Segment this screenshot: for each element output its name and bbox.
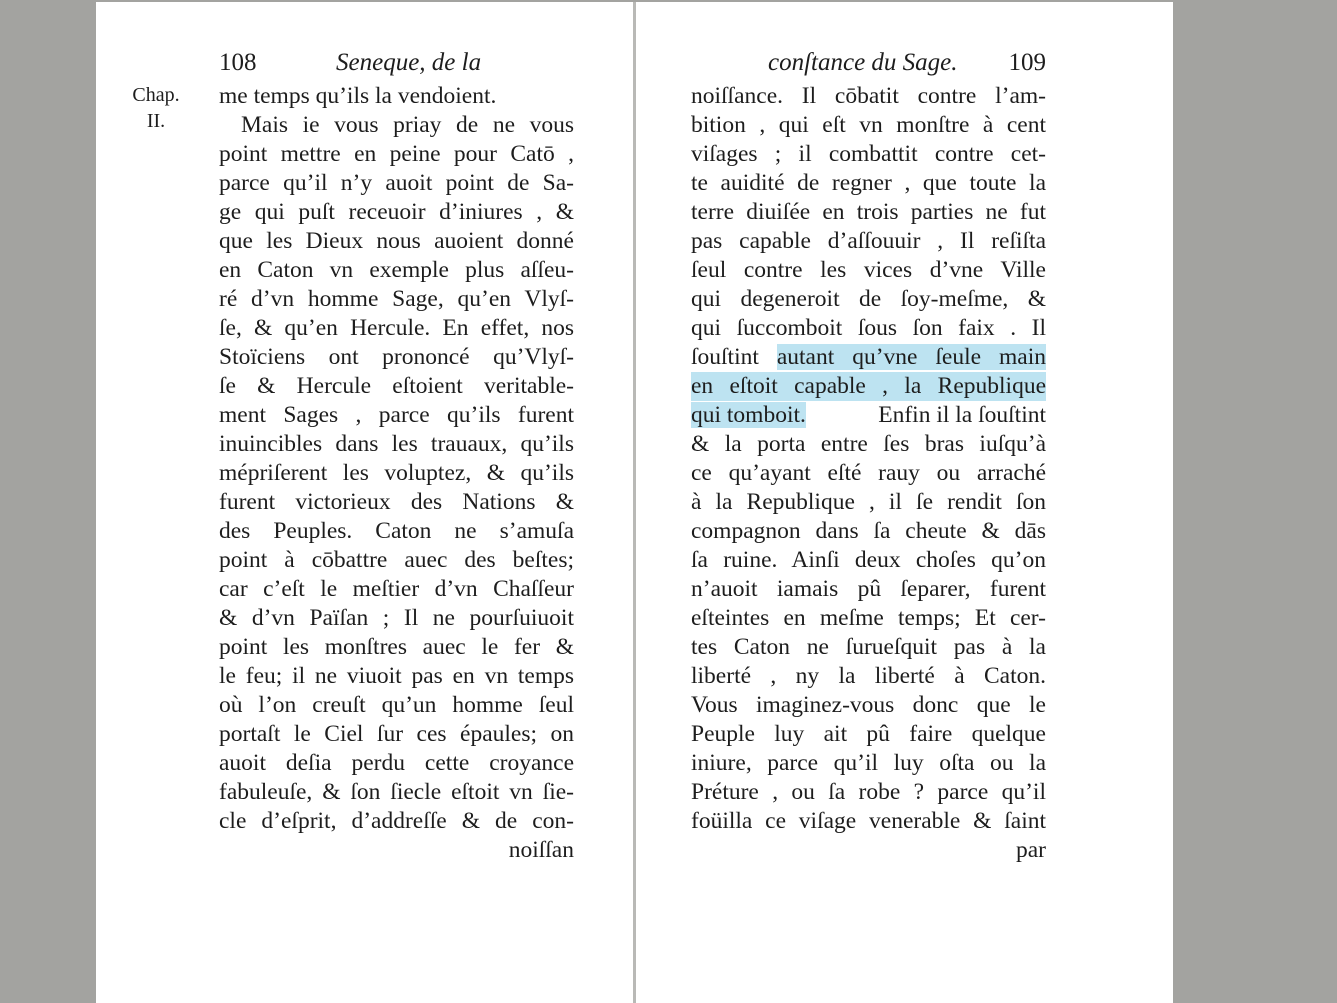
left-page <box>96 2 633 1003</box>
running-head-left: Seneque, de la <box>336 49 482 76</box>
text-line: inuincibles dans les trauaux, qu’ils <box>219 431 574 457</box>
text-line: qui degeneroit de ſoy-meſme, & <box>691 286 1046 312</box>
right-page-header <box>691 46 1046 80</box>
margin-note-number: II. <box>146 110 166 132</box>
line-suffix-text: Enfin il la ſouſtint <box>878 402 1046 428</box>
text-line: à la Republique , il ſe rendit ſon <box>691 489 1046 515</box>
text-line: parce qu’il n’y auoit point de Sa- <box>219 170 574 196</box>
catchword-right: par <box>1015 837 1046 863</box>
text-line: ré d’vn homme Sage, qu’en Vlyſ- <box>219 286 574 312</box>
text-line: foüilla ce viſage venerable & ſaint <box>691 808 1046 834</box>
text-line: tes Caton ne ſurueſquit pas à la <box>691 634 1046 660</box>
text-line: portaſt le Ciel ſur ces épaules; on <box>219 721 574 747</box>
catchword-left: noiſſan <box>508 837 574 863</box>
text-line: car c’eſt le meſtier d’vn Chaſſeur <box>219 576 574 602</box>
page-number-left: 108 <box>219 49 257 76</box>
text-line: me temps qu’ils la vendoient. <box>219 83 497 109</box>
left-page-header <box>219 46 574 80</box>
text-line: qui ſuccomboit ſous ſon faix . Il <box>691 315 1046 341</box>
text-line: mépriſerent les voluptez, & qu’ils <box>219 460 574 486</box>
text-line: eſteintes en meſme temps; Et cer- <box>691 605 1046 631</box>
text-line: cle d’eſprit, d’addreſſe & de con- <box>219 808 574 834</box>
text-line: en Caton vn exemple plus aſſeu- <box>219 257 574 283</box>
text-line: ge qui puſt receuoir d’iniures , & <box>219 199 574 225</box>
text-line: iniure, parce qu’il luy oſta ou la <box>691 750 1046 776</box>
text-line: auoit deſia perdu cette croyance <box>219 750 574 776</box>
right-page <box>636 2 1173 1003</box>
text-line: Vous imaginez-vous donc que le <box>691 692 1046 718</box>
text-line: Peuple luy ait pû faire quelque <box>691 721 1046 747</box>
text-line: le feu; il ne viuoit pas en vn temps <box>219 663 574 689</box>
text-line: Mais ie vous priay de ne vous <box>241 112 574 138</box>
text-line: Préture , ou ſa robe ? parce qu’il <box>691 779 1046 805</box>
text-line: ſeul contre les vices d’vne Ville <box>691 257 1046 283</box>
right-page-text <box>691 82 1046 865</box>
text-line: furent victorieux des Nations & <box>219 489 574 515</box>
margin-note-chap: Chap. <box>132 84 180 106</box>
text-line: noiſſance. Il cōbatit contre l’am- <box>691 83 1046 109</box>
text-line: pas capable d’aſſouuir , Il reſiſta <box>691 228 1046 254</box>
text-line: bition , qui eſt vn monſtre à cent <box>691 112 1046 138</box>
text-line: n’auoit iamais pû ſeparer, furent <box>691 576 1046 602</box>
text-line: terre diuiſée en trois parties ne fut <box>691 199 1046 225</box>
running-head-right: conſtance du Sage. <box>768 49 958 76</box>
text-line: ſe, & qu’en Hercule. En effet, nos <box>219 315 574 341</box>
page-number-right: 109 <box>1008 49 1046 76</box>
text-line: fabuleuſe, & ſon ſiecle eſtoit vn ſie- <box>219 779 574 805</box>
chapter-margin-note <box>126 82 186 134</box>
text-selection-highlight[interactable]: qui tomboit. <box>691 402 806 428</box>
text-line: ſe & Hercule eſtoient veritable- <box>219 373 574 399</box>
text-line: des Peuples. Caton ne s’amuſa <box>219 518 574 544</box>
text-selection-highlight[interactable]: autant qu’vne ſeule main <box>776 344 1046 370</box>
left-page-text <box>219 82 574 865</box>
text-line: compagnon dans ſa cheute & dās <box>691 518 1046 544</box>
text-line: point les monſtres auec le fer & <box>219 634 574 660</box>
text-line: où l’on creuſt qu’un homme ſeul <box>219 692 574 718</box>
text-line: point à cōbattre auec des beſtes; <box>219 547 574 573</box>
text-line: liberté , ny la liberté à Caton. <box>691 663 1046 689</box>
text-line: viſages ; il combattit contre cet- <box>691 141 1046 167</box>
text-selection-highlight[interactable]: en eſtoit capable , la Republique <box>691 373 1046 399</box>
text-line-with-selection <box>691 343 1046 372</box>
text-line: point mettre en peine pour Catō , <box>219 141 574 167</box>
text-line: te auidité de regner , que toute la <box>691 170 1046 196</box>
text-line: ment Sages , parce qu’ils furent <box>219 402 574 428</box>
text-line: & d’vn Païſan ; Il ne pourſuiuoit <box>219 605 574 631</box>
text-line: ſa ruine. Ainſi deux choſes qu’on <box>691 547 1046 573</box>
text-line: Stoïciens ont prononcé qu’Vlyſ- <box>219 344 574 370</box>
text-line-with-selection <box>691 401 1046 430</box>
line-prefix-text: ſouſtint <box>691 344 777 370</box>
text-line: & la porta entre ſes bras iuſqu’à <box>691 431 1046 457</box>
text-line: que les Dieux nous auoient donné <box>219 228 574 254</box>
text-line: ce qu’ayant eſté rauy ou arraché <box>691 460 1046 486</box>
